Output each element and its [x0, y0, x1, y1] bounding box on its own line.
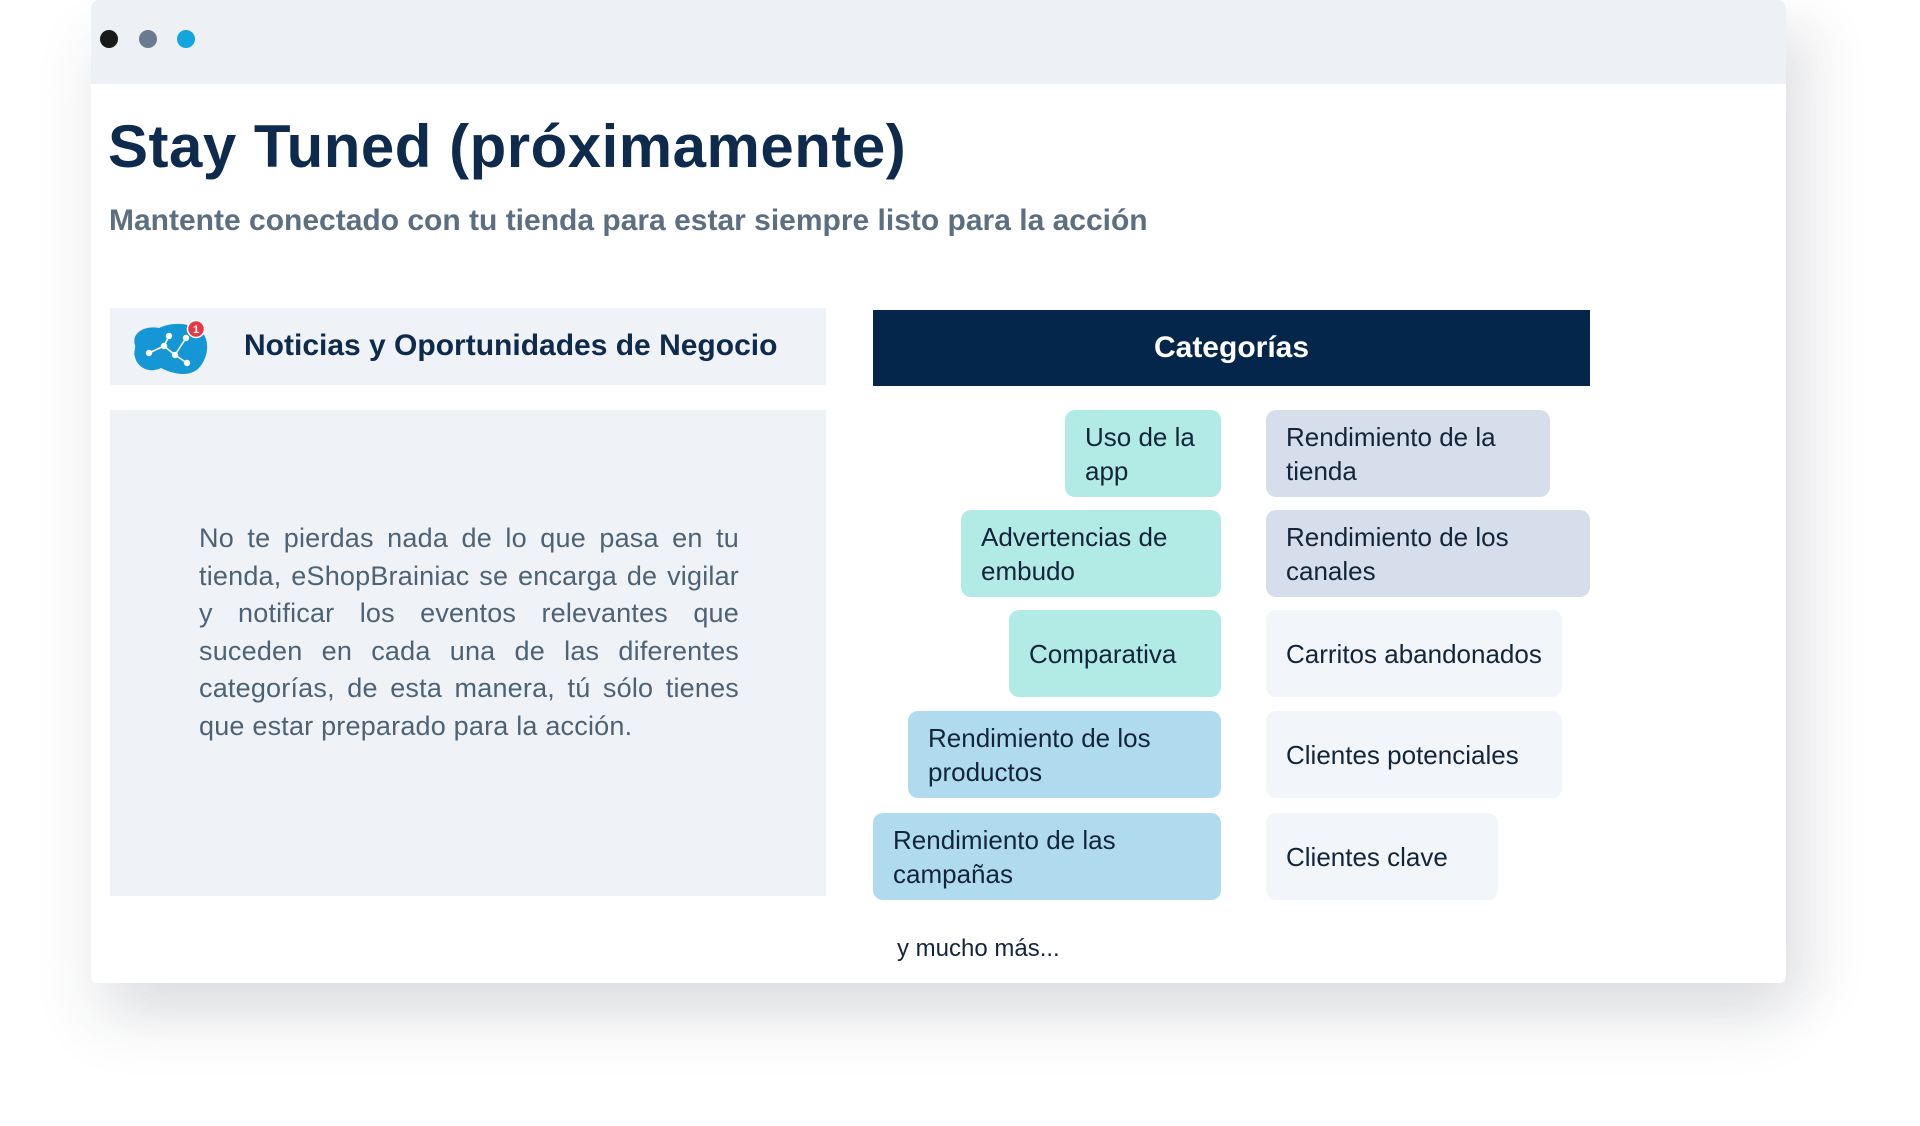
- category-chip-potential-customers: Clientes potenciales: [1266, 711, 1562, 798]
- browser-window: [91, 0, 1786, 983]
- news-header: [110, 308, 826, 385]
- category-chip-channel-performance: Rendimiento de los canales: [1266, 510, 1590, 597]
- close-dot[interactable]: [100, 30, 118, 48]
- page-title: Stay Tuned (próximamente): [108, 113, 907, 180]
- category-chip-key-customers: Clientes clave: [1266, 813, 1498, 900]
- category-chip-product-performance: Rendimiento de los productos: [908, 711, 1221, 798]
- category-chip-abandoned-carts: Carritos abandonados: [1266, 610, 1562, 697]
- analytics-blob-icon: [129, 319, 209, 377]
- category-chip-app-usage: Uso de la app: [1065, 410, 1221, 497]
- page-subtitle: Mantente conectado con tu tienda para estar siempre listo para la acción: [109, 204, 1148, 237]
- minimize-dot[interactable]: [139, 30, 157, 48]
- categories-header: [873, 310, 1590, 386]
- notification-badge-count: 1: [192, 324, 200, 336]
- news-title: Noticias y Oportunidades de Negocio: [244, 329, 778, 362]
- category-chip-store-performance: Rendimiento de la tienda: [1266, 410, 1550, 497]
- category-chip-campaign-performance: Rendimiento de las campañas: [873, 813, 1221, 900]
- window-titlebar: [91, 0, 1786, 84]
- categories-header-label: Categorías: [1153, 331, 1310, 364]
- news-description: No te pierdas nada de lo que pasa en tu tienda, eShopBrainiac se encarga de vigilar y notificar los eventos relevantes que suceden en cada una de las diferentes categorías, de esta manera, tú sólo tienes que estar preparado para la acción.: [199, 523, 739, 741]
- news-body: [110, 410, 826, 896]
- category-chip-comparison: Comparativa: [1009, 610, 1221, 697]
- maximize-dot[interactable]: [177, 30, 195, 48]
- category-chip-funnel-warnings: Advertencias de embudo: [961, 510, 1221, 597]
- more-categories-note: y mucho más...: [897, 935, 1060, 962]
